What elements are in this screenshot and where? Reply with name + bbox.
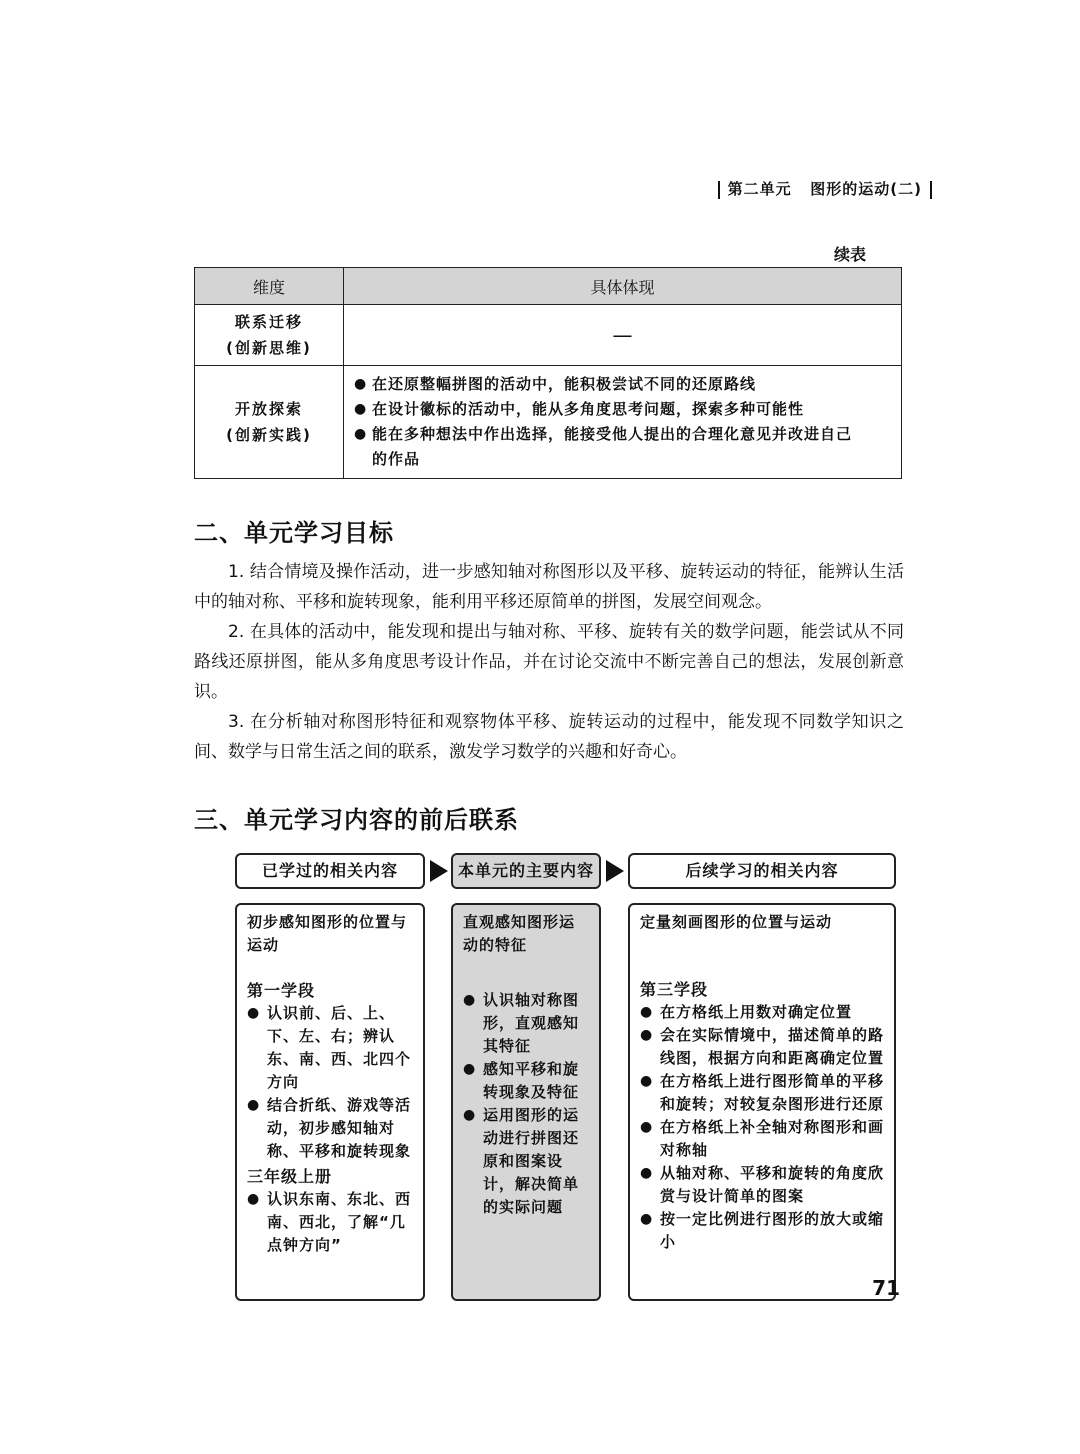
dimension-cell <box>195 305 344 366</box>
goals-text <box>194 557 904 767</box>
bullet-continuation: 的作品 <box>372 450 421 468</box>
bullet-item: ● 在还原整幅拼图的活动中，能积极尝试不同的还原路线 <box>354 372 891 397</box>
flow-box-prior <box>235 903 425 1301</box>
list-item: ● 认识前、后、上、下、左、右；辨认东、南、西、北四个方向 <box>247 1002 413 1094</box>
table-caption: 续表 <box>833 245 866 264</box>
content-cell <box>344 366 902 479</box>
list-item: ● 在方格纸上进行图形简单的平移和旋转；对较复杂图形进行还原 <box>640 1070 884 1116</box>
stage-label: 第一学段 <box>247 981 316 1000</box>
arrow-right-icon <box>430 860 448 882</box>
bullet-item: ● 能在多种想法中作出选择，能接受他人提出的合理化意见并改进自己 <box>354 422 891 447</box>
goal-paragraph: 2. 在具体的活动中，能发现和提出与轴对称、平移、旋转有关的数学问题，能尝试从不同路线还原拼图，能从多角度思考设计作品，并在讨论交流中不断完善自己的想法，发展创新意识。 <box>194 622 904 702</box>
box-intro: 定量刻画图形的位置与运动 <box>640 913 833 931</box>
header-bar-right <box>930 181 932 199</box>
stage-label: 第三学段 <box>640 980 709 999</box>
page-number: 71 <box>872 1276 900 1300</box>
list-item: ● 按一定比例进行图形的放大或缩小 <box>640 1208 884 1254</box>
dimension-name: 联系迁移 <box>234 313 303 331</box>
flow-box-current <box>451 903 601 1301</box>
dimension-name: 开放探索 <box>234 400 303 418</box>
list-item: ● 感知平移和旋转现象及特征 <box>463 1058 589 1104</box>
dimension-table <box>194 267 902 479</box>
arrow-right-icon <box>606 860 624 882</box>
table-row <box>195 305 902 366</box>
list-item: ● 运用图形的运动进行拼图还原和图案设计，解决简单的实际问题 <box>463 1104 589 1219</box>
table-header-row <box>195 268 902 305</box>
list-item: ● 认识东南、东北、西南、西北，了解“几点钟方向” <box>247 1188 413 1257</box>
col-header-content: 具体体现 <box>344 268 902 305</box>
section-title-connections: 三、单元学习内容的前后联系 <box>194 806 519 834</box>
header-chapter: 图形的运动(二) <box>810 180 922 198</box>
list-item: ● 在方格纸上补全轴对称图形和画对称轴 <box>640 1116 884 1162</box>
flow-header-current: 本单元的主要内容 <box>451 853 601 889</box>
header-bar-left <box>718 181 720 199</box>
col-header-dimension: 维度 <box>195 268 344 305</box>
goal-paragraph: 3. 在分析轴对称图形特征和观察物体平移、旋转运动的过程中，能发现不同数学知识之间、数学与日常生活之间的联系，激发学习数学的兴趣和好奇心。 <box>194 712 904 762</box>
dimension-sub: (创新思维) <box>226 339 312 357</box>
list-item: ● 结合折纸、游戏等活动，初步感知轴对称、平移和旋转现象 <box>247 1094 413 1163</box>
goal-paragraph: 1. 结合情境及操作活动，进一步感知轴对称图形以及平移、旋转运动的特征，能辨认生活中的轴对称、平移和旋转现象，能利用平移还原简单的拼图，发展空间观念。 <box>194 562 904 612</box>
content-cell: — <box>344 305 902 366</box>
running-header <box>710 178 940 199</box>
header-unit: 第二单元 <box>727 180 792 198</box>
section-title-goals: 二、单元学习目标 <box>194 519 394 547</box>
box-intro: 直观感知图形运动的特征 <box>463 913 576 954</box>
dimension-sub: (创新实践) <box>226 426 312 444</box>
table-row <box>195 366 902 479</box>
list-item: ● 会在实际情境中，描述简单的路线图，根据方向和距离确定位置 <box>640 1024 884 1070</box>
list-item: ● 认识轴对称图形，直观感知其特征 <box>463 989 589 1058</box>
flow-header-prior: 已学过的相关内容 <box>235 853 425 889</box>
dimension-cell <box>195 366 344 479</box>
box-intro: 初步感知图形的位置与运动 <box>247 913 408 954</box>
list-item: ● 在方格纸上用数对确定位置 <box>640 1001 884 1024</box>
list-item: ● 从轴对称、平移和旋转的角度欣赏与设计简单的图案 <box>640 1162 884 1208</box>
bullet-item: ● 在设计徽标的活动中，能从多角度思考问题，探索多种可能性 <box>354 397 891 422</box>
flow-header-future: 后续学习的相关内容 <box>628 853 896 889</box>
stage-label: 三年级上册 <box>247 1167 333 1186</box>
flow-box-future <box>628 903 896 1301</box>
